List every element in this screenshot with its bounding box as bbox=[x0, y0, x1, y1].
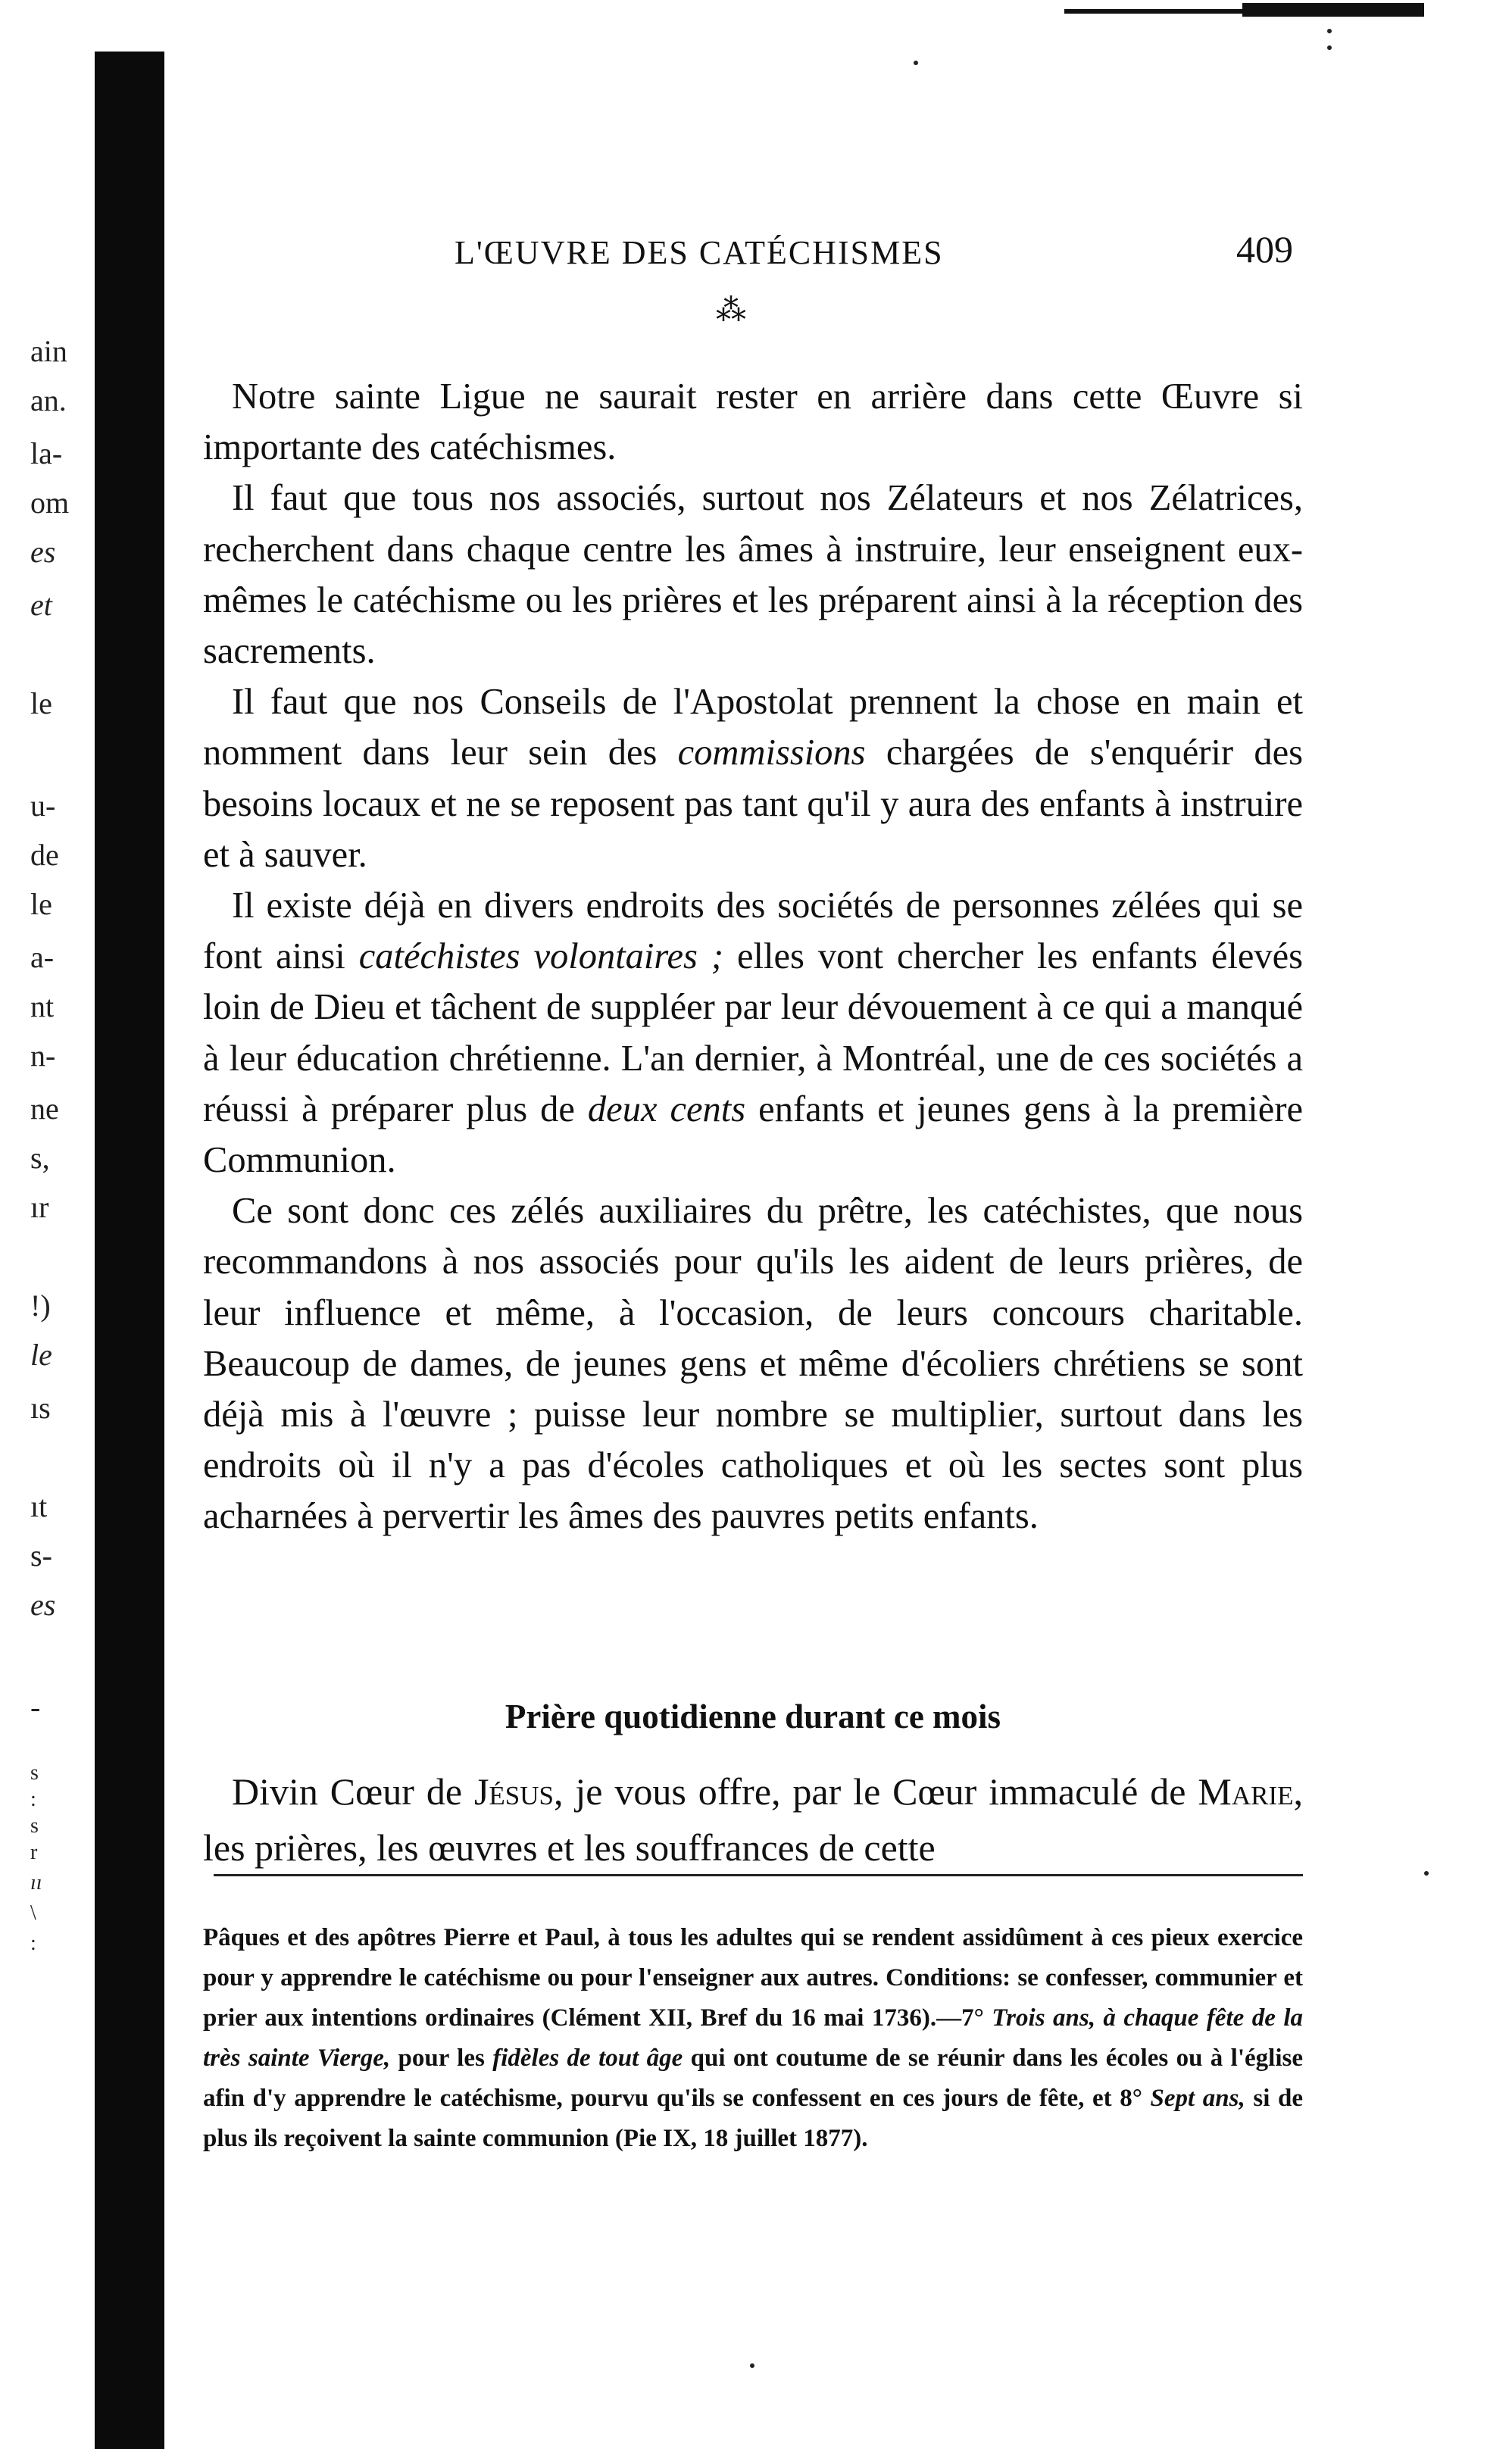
footnote bbox=[203, 1918, 1303, 2159]
margin-fragment: om bbox=[30, 486, 70, 520]
prayer-text bbox=[203, 1763, 1303, 1876]
margin-fragment: a- bbox=[30, 940, 55, 974]
paragraph-text: Il existe déjà en divers endroits des sociétés de personnes zélées qui se font ainsi bbox=[203, 886, 1303, 977]
margin-fragment: de bbox=[30, 838, 59, 872]
scan-top-rule-thick bbox=[1242, 3, 1424, 17]
margin-fragment: s bbox=[30, 1761, 39, 1785]
margin-fragment: s- bbox=[30, 1538, 52, 1573]
margin-fragment: s, bbox=[30, 1141, 50, 1175]
margin-fragment: : bbox=[30, 1932, 36, 1955]
footnote-divider bbox=[214, 1874, 1303, 1876]
margin-fragment: ıı bbox=[30, 1871, 42, 1895]
margin-fragment: ır bbox=[30, 1190, 49, 1224]
paragraph bbox=[203, 1185, 1303, 1542]
emphasis-text: deux cents bbox=[587, 1089, 746, 1129]
margin-fragment: ain bbox=[30, 334, 67, 368]
paragraph bbox=[203, 473, 1303, 676]
running-title: L'ŒUVRE DES CATÉCHISMES bbox=[455, 234, 944, 271]
emphasis-text: commissions bbox=[677, 733, 866, 773]
scan-speck bbox=[1327, 45, 1332, 50]
paragraph-text: Il faut que nos Conseils de l'Apostolat prennent la chose en main et nomment dans leur sein des bbox=[203, 682, 1303, 773]
scan-speck bbox=[1327, 29, 1332, 33]
footnote-text: si de plus ils reçoivent la sainte communion (Pie IX, 18 juillet 1877). bbox=[203, 2085, 1304, 2152]
margin-fragment: ıs bbox=[30, 1391, 51, 1425]
margin-fragment: !) bbox=[30, 1289, 51, 1323]
article-body bbox=[203, 371, 1303, 1542]
footnote-text: Pâques et des apôtres Pierre et Paul, à tous les adultes qui se rendent assidûment à ces pieux exercice pour y apprendre le catéchisme ou pour l'enseigner aux autres. Conditions: se confesser, communier et prier aux intentions ordinaires (Clément XII, Bref du 16 mai 1736).—7° bbox=[203, 1924, 1303, 2032]
section-asterism: ⁂ bbox=[716, 293, 746, 327]
paragraph-text: enfants et jeunes gens à la première Communion. bbox=[203, 1089, 1303, 1181]
paragraph-text: Notre sainte Ligue ne saurait rester en arrière dans cette Œuvre si importante des catéchismes. bbox=[203, 376, 1303, 468]
margin-fragment: le bbox=[30, 1338, 52, 1372]
margin-fragment: et bbox=[30, 588, 52, 622]
footnote-emphasis: fidèles de tout âge bbox=[492, 2044, 683, 2072]
footnote-text: qui ont coutume de se réunir dans les écoles ou à l'église afin d'y apprendre le catéchisme, pourvu qu'ils se confessent en ces jours de fête, et 8° bbox=[203, 2044, 1303, 2112]
margin-fragment: es bbox=[30, 1588, 56, 1622]
margin-fragment: le bbox=[30, 887, 52, 921]
margin-fragment: - bbox=[30, 1690, 41, 1724]
page-number: 409 bbox=[1236, 228, 1293, 270]
margin-fragment: le bbox=[30, 686, 52, 720]
margin-fragment: an. bbox=[30, 383, 67, 417]
margin-fragment: nt bbox=[30, 989, 55, 1023]
margin-fragment: n- bbox=[30, 1039, 56, 1073]
scan-speck bbox=[914, 61, 918, 65]
footnote-emphasis: Trois ans, à chaque fête de la très sainte Vierge, bbox=[203, 2004, 1304, 2072]
margin-fragment: ne bbox=[30, 1092, 59, 1126]
paragraph-text: Ce sont donc ces zélés auxiliaires du prêtre, les catéchistes, que nous recommandons à nos associés pour qu'ils les aident de leurs prières, de leur influence et même, à l'occasion, de leurs concours charitable. Beaucoup de dames, de jeunes gens et même d'écoliers chrétiens se sont déjà mis à l'œuvre ; puisse leur nombre se multiplier, surtout dans les endroits où il n'y a pas d'écoles catholiques et où les sectes sont plus acharnées à pervertir les âmes des pauvres petits enfants. bbox=[203, 1191, 1303, 1537]
paragraph-text: Il faut que tous nos associés, surtout nos Zélateurs et nos Zélatrices, recherchent dans chaque centre les âmes à instruire, leur enseignent eux-mêmes le catéchisme ou les prières et les préparent ainsi à la réception des sacrements. bbox=[203, 478, 1303, 672]
margin-fragment: la- bbox=[30, 436, 63, 470]
binding-gutter-shadow bbox=[95, 52, 164, 2449]
paragraph-text: chargées de s'enquérir des besoins locaux et ne se reposent pas tant qu'il y aura des enfants à instruire et à sauver. bbox=[203, 733, 1303, 875]
footnote-text: pour les bbox=[390, 2044, 493, 2072]
prayer-text-part: Divin Cœur de bbox=[232, 1770, 474, 1813]
margin-fragment: ıt bbox=[30, 1489, 48, 1523]
prayer-text-part: , les prières, les œuvres et les souffrances de cette bbox=[203, 1770, 1303, 1869]
scan-speck bbox=[1424, 1871, 1429, 1876]
footnote-emphasis: Sept ans, bbox=[1150, 2085, 1245, 2112]
margin-fragment: es bbox=[30, 535, 56, 569]
scan-speck bbox=[750, 2363, 754, 2368]
facing-page-fragments bbox=[30, 0, 91, 2449]
prayer-heading: Prière quotidienne durant ce mois bbox=[505, 1698, 1001, 1735]
margin-fragment: r bbox=[30, 1841, 38, 1864]
paragraph bbox=[203, 880, 1303, 1185]
prayer-name-jesus: Jésus bbox=[473, 1770, 554, 1813]
margin-fragment: u- bbox=[30, 789, 56, 823]
paragraph-text: elles vont chercher les enfants élevés loin de Dieu et tâchent de suppléer par leur dévouement à ce qui a manqué à leur éducation chrétienne. L'an dernier, à Montréal, une de ces sociétés a réussi à préparer plus de bbox=[203, 936, 1304, 1129]
margin-fragment: \ bbox=[30, 1901, 36, 1925]
margin-fragment: s bbox=[30, 1814, 39, 1838]
prayer-name-marie: Marie bbox=[1198, 1770, 1294, 1813]
margin-fragment: : bbox=[30, 1788, 36, 1811]
paragraph bbox=[203, 371, 1303, 473]
emphasis-text: catéchistes volontaires ; bbox=[358, 936, 724, 977]
paragraph bbox=[203, 676, 1303, 880]
prayer-text-part: , je vous offre, par le Cœur immaculé de bbox=[553, 1770, 1198, 1813]
